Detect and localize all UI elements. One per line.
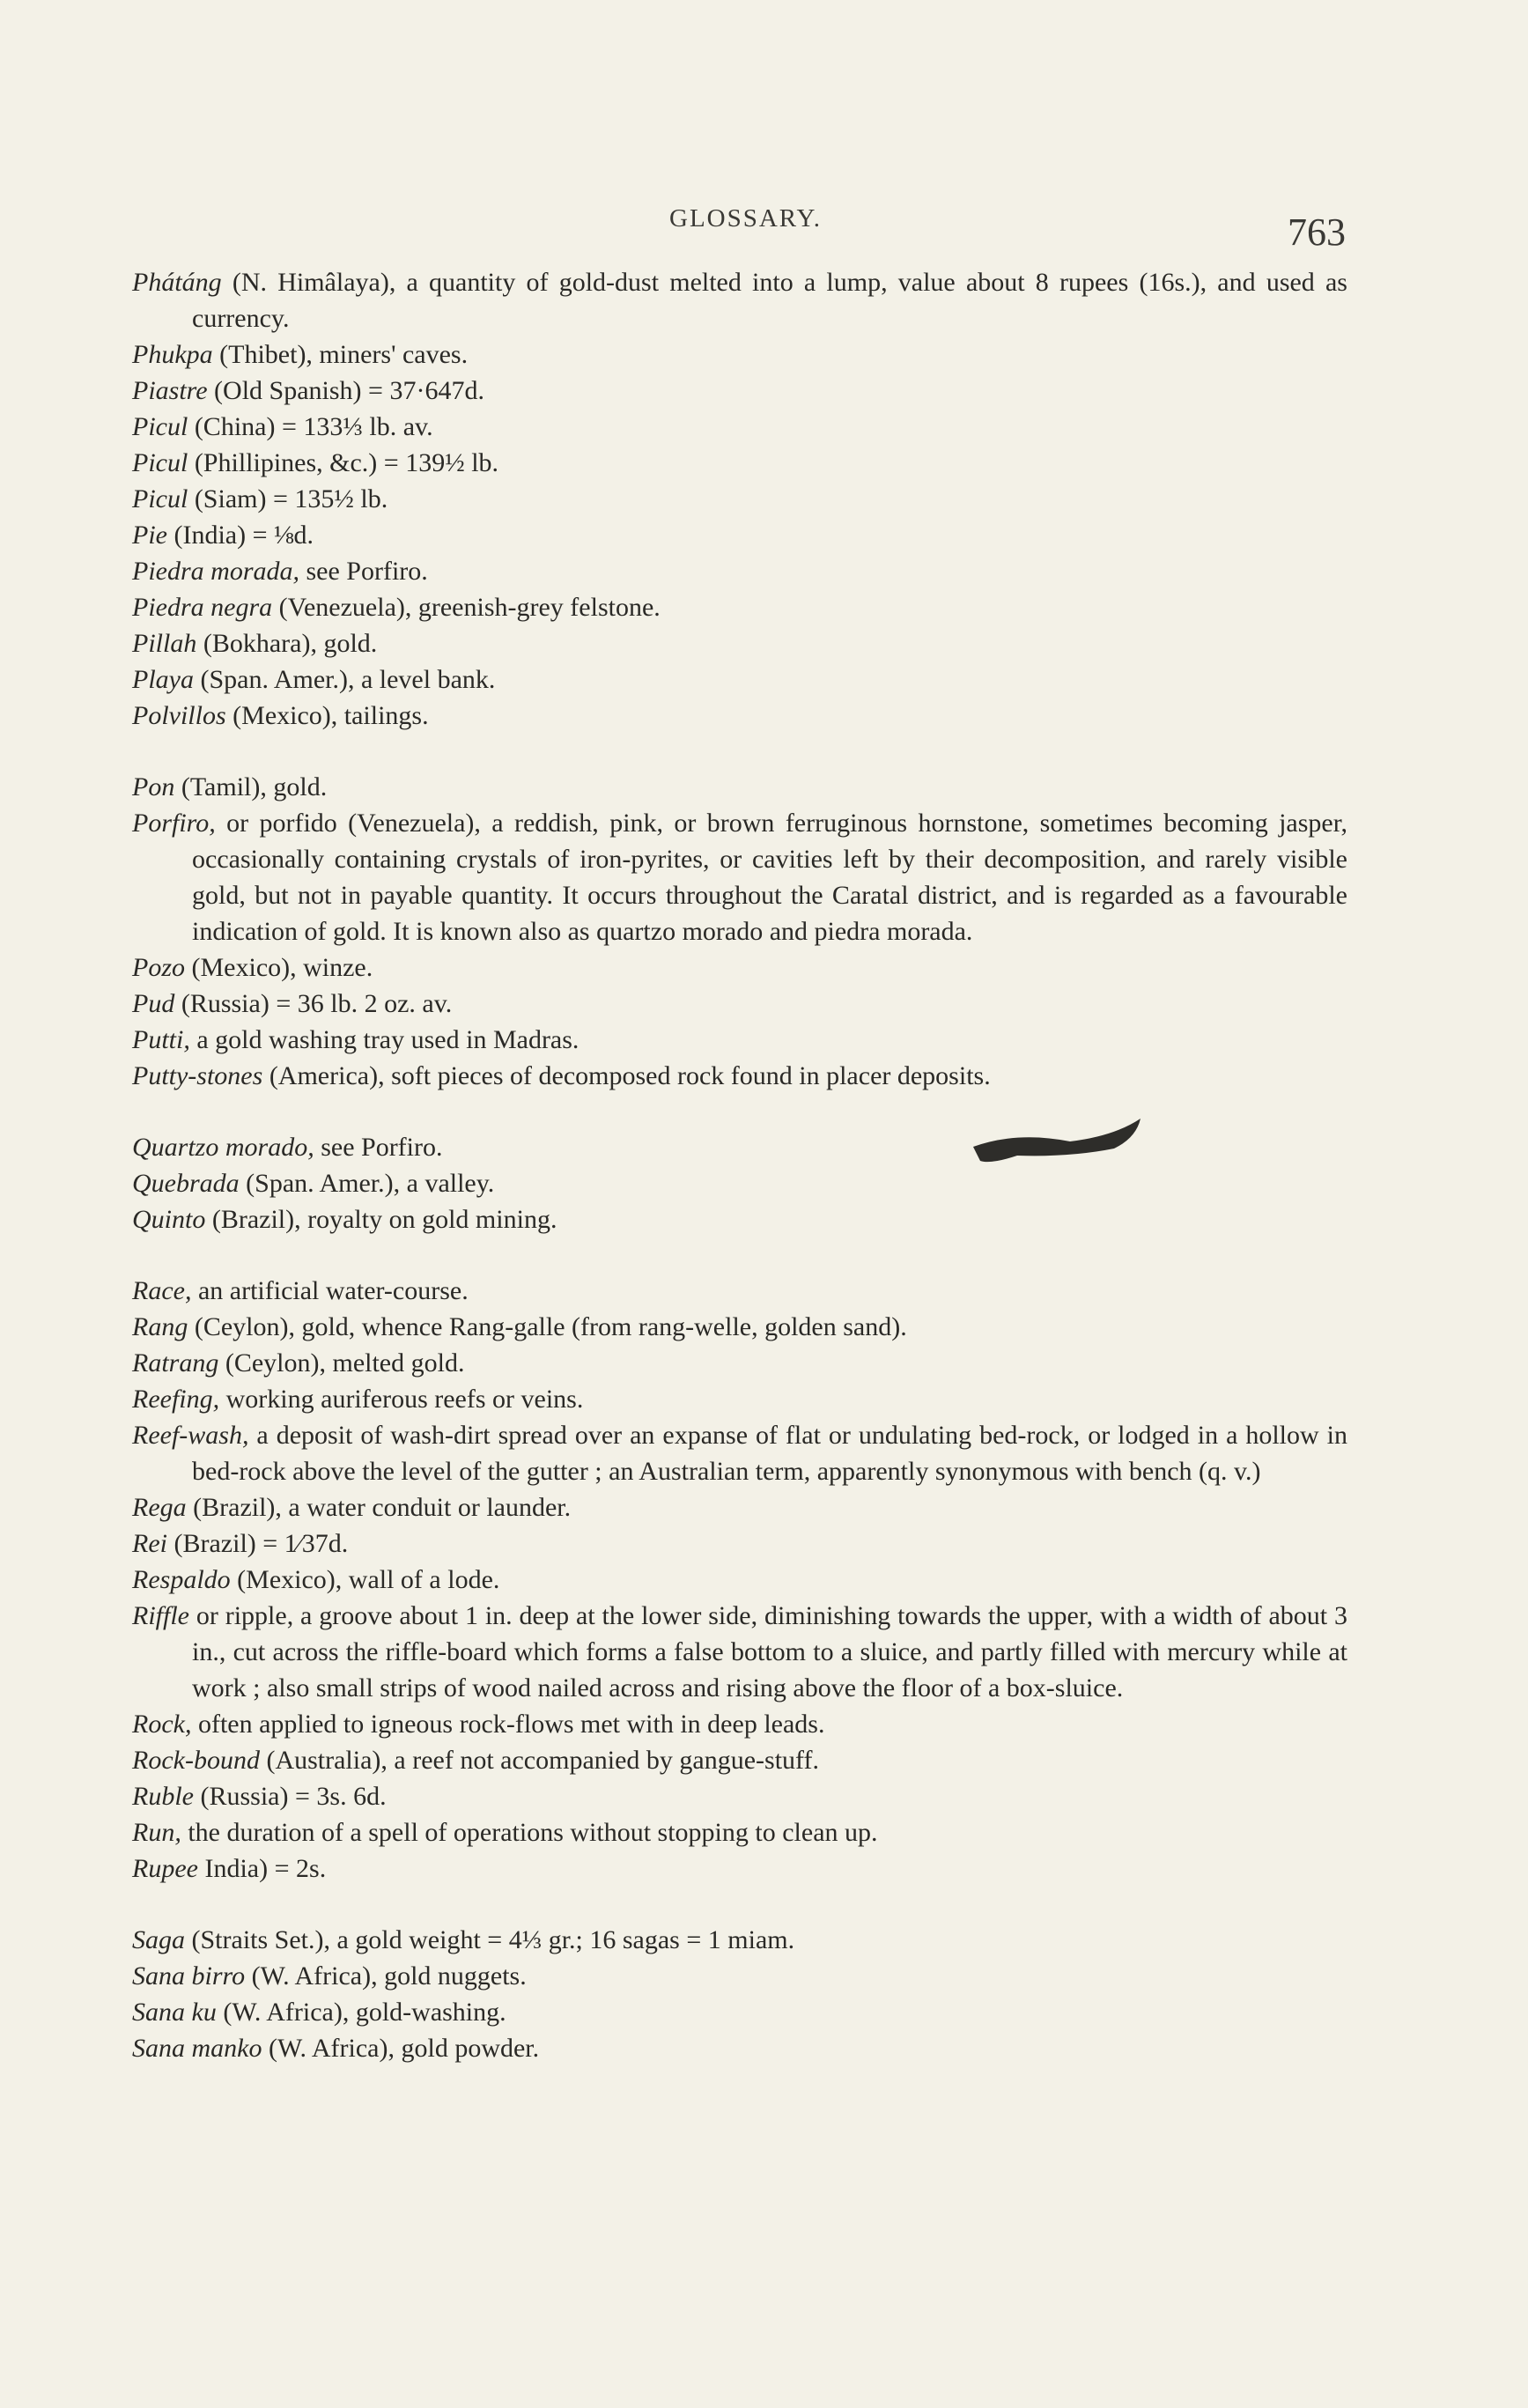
glossary-entry — [132, 1814, 1347, 1850]
glossary-entry — [132, 1742, 1347, 1778]
entry-term: Pud — [132, 989, 175, 1018]
entry-definition: see Porfiro. — [299, 557, 428, 586]
glossary-entry — [132, 264, 1347, 336]
entry-term: Piedra negra — [132, 593, 273, 622]
entry-definition: (Span. Amer.), a valley. — [239, 1169, 495, 1198]
entry-term: Pie — [132, 521, 167, 550]
glossary-entry — [132, 1345, 1347, 1381]
ink-blot-icon — [964, 1112, 1149, 1173]
entry-term: Ruble — [132, 1782, 194, 1811]
page-number: 763 — [1288, 211, 1346, 254]
glossary-entry — [132, 336, 1347, 373]
glossary-entry — [132, 1129, 1347, 1165]
entry-term: Picul — [132, 448, 188, 477]
entry-definition: working auriferous reefs or veins. — [219, 1385, 584, 1414]
entry-definition: (Mexico), winze. — [185, 953, 373, 982]
entry-definition: see Porfiro. — [314, 1133, 443, 1162]
entry-definition: (Tamil), gold. — [174, 772, 328, 801]
entry-definition: (America), soft pieces of decomposed rock found in placer deposits. — [262, 1061, 991, 1090]
entry-term: Porfiro, — [132, 809, 216, 838]
entry-definition: (W. Africa), gold nuggets. — [245, 1961, 527, 1991]
entry-definition: (Phillipines, &c.) = 139½ lb. — [188, 448, 499, 477]
entry-definition: (Brazil) = 1⁄37d. — [166, 1529, 349, 1558]
entry-definition: (Brazil), a water conduit or launder. — [186, 1493, 572, 1522]
entry-definition: often applied to igneous rock-flows met with in deep leads. — [191, 1710, 825, 1739]
entry-term: Rega — [132, 1493, 187, 1522]
glossary-entry — [132, 1417, 1347, 1489]
glossary-entry — [132, 1165, 1347, 1201]
glossary-entry — [132, 1562, 1347, 1598]
glossary-entry — [132, 661, 1347, 698]
entry-term: Run, — [132, 1818, 181, 1847]
entry-definition: India) = 2s. — [197, 1854, 327, 1883]
entry-definition: (China) = 133⅓ lb. av. — [188, 412, 433, 441]
entry-term: Riffle — [132, 1601, 189, 1630]
entry-term: Ratrang — [132, 1348, 219, 1378]
glossary-entry — [132, 1958, 1347, 1994]
glossary-entry — [132, 1273, 1347, 1309]
entry-term: Pon — [132, 772, 175, 801]
entry-term: Respaldo — [132, 1565, 231, 1594]
entry-definition: the duration of a spell of operations without stopping to clean up. — [181, 1818, 878, 1847]
entry-term: Reef-wash, — [132, 1421, 249, 1450]
glossary-entry — [132, 698, 1347, 734]
entry-definition: (Mexico), tailings. — [225, 701, 429, 730]
entry-term: Rei — [132, 1529, 167, 1558]
entry-definition: (Span. Amer.), a level bank. — [193, 665, 496, 694]
entry-definition: (Siam) = 135½ lb. — [188, 484, 388, 513]
glossary-entry — [132, 553, 1347, 589]
glossary-entry — [132, 373, 1347, 409]
entry-term: Sana birro — [132, 1961, 246, 1991]
glossary-entry — [132, 1525, 1347, 1562]
running-title: GLOSSARY. — [669, 204, 822, 233]
entry-term: Phátáng — [132, 268, 222, 297]
entry-term: Reefing, — [132, 1385, 220, 1414]
glossary-entry — [132, 1058, 1347, 1094]
entry-term: Putty-stones — [132, 1061, 263, 1090]
glossary-entry — [132, 1489, 1347, 1525]
glossary-entry — [132, 1850, 1347, 1887]
glossary-entry — [132, 1706, 1347, 1742]
glossary-entry — [132, 1598, 1347, 1706]
glossary-entry — [132, 445, 1347, 481]
entry-term: Picul — [132, 412, 188, 441]
entry-term: Rang — [132, 1312, 188, 1341]
glossary-entry — [132, 1022, 1347, 1058]
glossary-entry — [132, 625, 1347, 661]
entry-term: Playa — [132, 665, 194, 694]
entry-term: Rock, — [132, 1710, 192, 1739]
entry-definition: a deposit of wash-dirt spread over an expanse of flat or undulating bed-rock, or lodged in a hollow in bed-rock above the level of the gutter ; an Australian term, apparently synonymous with bench (q. v.) — [192, 1421, 1347, 1486]
entry-definition: (Thibet), miners' caves. — [212, 340, 469, 369]
glossary-entry — [132, 949, 1347, 986]
entry-term: Pillah — [132, 629, 197, 658]
glossary-entry — [132, 1994, 1347, 2030]
entry-term: Saga — [132, 1925, 185, 1954]
entry-term: Putti, — [132, 1025, 190, 1054]
entry-definition: (Straits Set.), a gold weight = 4⅓ gr.; 16 sagas = 1 miam. — [185, 1925, 795, 1954]
glossary-entry — [132, 805, 1347, 949]
entry-definition: or porfido (Venezuela), a reddish, pink, or brown ferruginous hornstone, sometimes becoming jasper, occasionally containing crystals of iron-pyrites, or cavities left by their decomposition, and rarely visible gold, but not in payable quantity. It occurs throughout the Caratal district, and is regarded as a favourable indication of gold. It is known also as quartzo morado and piedra morada. — [192, 809, 1347, 946]
entry-definition: (Russia) = 36 lb. 2 oz. av. — [174, 989, 453, 1018]
glossary-entry — [132, 589, 1347, 625]
glossary-entries — [132, 264, 1347, 2066]
entry-definition: (Bokhara), gold. — [196, 629, 378, 658]
entry-term: Piastre — [132, 376, 208, 405]
entry-definition: (Old Spanish) = 37·647d. — [207, 376, 484, 405]
entry-term: Race, — [132, 1276, 192, 1305]
entry-definition: (Australia), a reef not accompanied by gangue-stuff. — [259, 1746, 819, 1775]
entry-definition: (Venezuela), greenish-grey felstone. — [272, 593, 661, 622]
entry-term: Quebrada — [132, 1169, 240, 1198]
glossary-entry — [132, 1201, 1347, 1237]
entry-term: Quinto — [132, 1205, 206, 1234]
entry-definition: (Mexico), wall of a lode. — [230, 1565, 500, 1594]
entry-definition: (W. Africa), gold-washing. — [216, 1998, 506, 2027]
glossary-entry — [132, 517, 1347, 553]
entry-definition: (Ceylon), gold, whence Rang-galle (from rang-welle, golden sand). — [188, 1312, 907, 1341]
entry-definition: a gold washing tray used in Madras. — [189, 1025, 579, 1054]
glossary-entry — [132, 1778, 1347, 1814]
entry-term: Sana ku — [132, 1998, 217, 2027]
entry-term: Rock-bound — [132, 1746, 260, 1775]
entry-definition: (Russia) = 3s. 6d. — [193, 1782, 387, 1811]
entry-term: Piedra morada, — [132, 557, 299, 586]
entry-term: Sana manko — [132, 2034, 262, 2063]
entry-term: Rupee — [132, 1854, 198, 1883]
glossary-entry — [132, 1309, 1347, 1345]
glossary-entry — [132, 1381, 1347, 1417]
glossary-entry — [132, 769, 1347, 805]
entry-definition: an artificial water-course. — [191, 1276, 469, 1305]
entry-term: Polvillos — [132, 701, 226, 730]
glossary-entry — [132, 986, 1347, 1022]
entry-term: Phukpa — [132, 340, 213, 369]
entry-term: Quartzo morado, — [132, 1133, 314, 1162]
glossary-entry — [132, 481, 1347, 517]
entry-definition: (W. Africa), gold powder. — [262, 2034, 540, 2063]
entry-definition: (Brazil), royalty on gold mining. — [205, 1205, 557, 1234]
glossary-entry — [132, 409, 1347, 445]
entry-term: Picul — [132, 484, 188, 513]
entry-definition: (India) = ⅛d. — [166, 521, 314, 550]
entry-term: Pozo — [132, 953, 185, 982]
entry-definition: (N. Himâlaya), a quantity of gold-dust melted into a lump, value about 8 rupees (16s.), and used as currency. — [192, 268, 1347, 333]
entry-definition: (Ceylon), melted gold. — [218, 1348, 465, 1378]
glossary-entry — [132, 1922, 1347, 1958]
entry-definition: or ripple, a groove about 1 in. deep at the lower side, diminishing towards the upper, with a width of about 3 in., cut across the riffle-board which forms a false bottom to a sluice, and partly filled with mercury while at work ; also small strips of wood nailed across and rising above the floor of a box-sluice. — [188, 1601, 1347, 1703]
glossary-entry — [132, 2030, 1347, 2066]
